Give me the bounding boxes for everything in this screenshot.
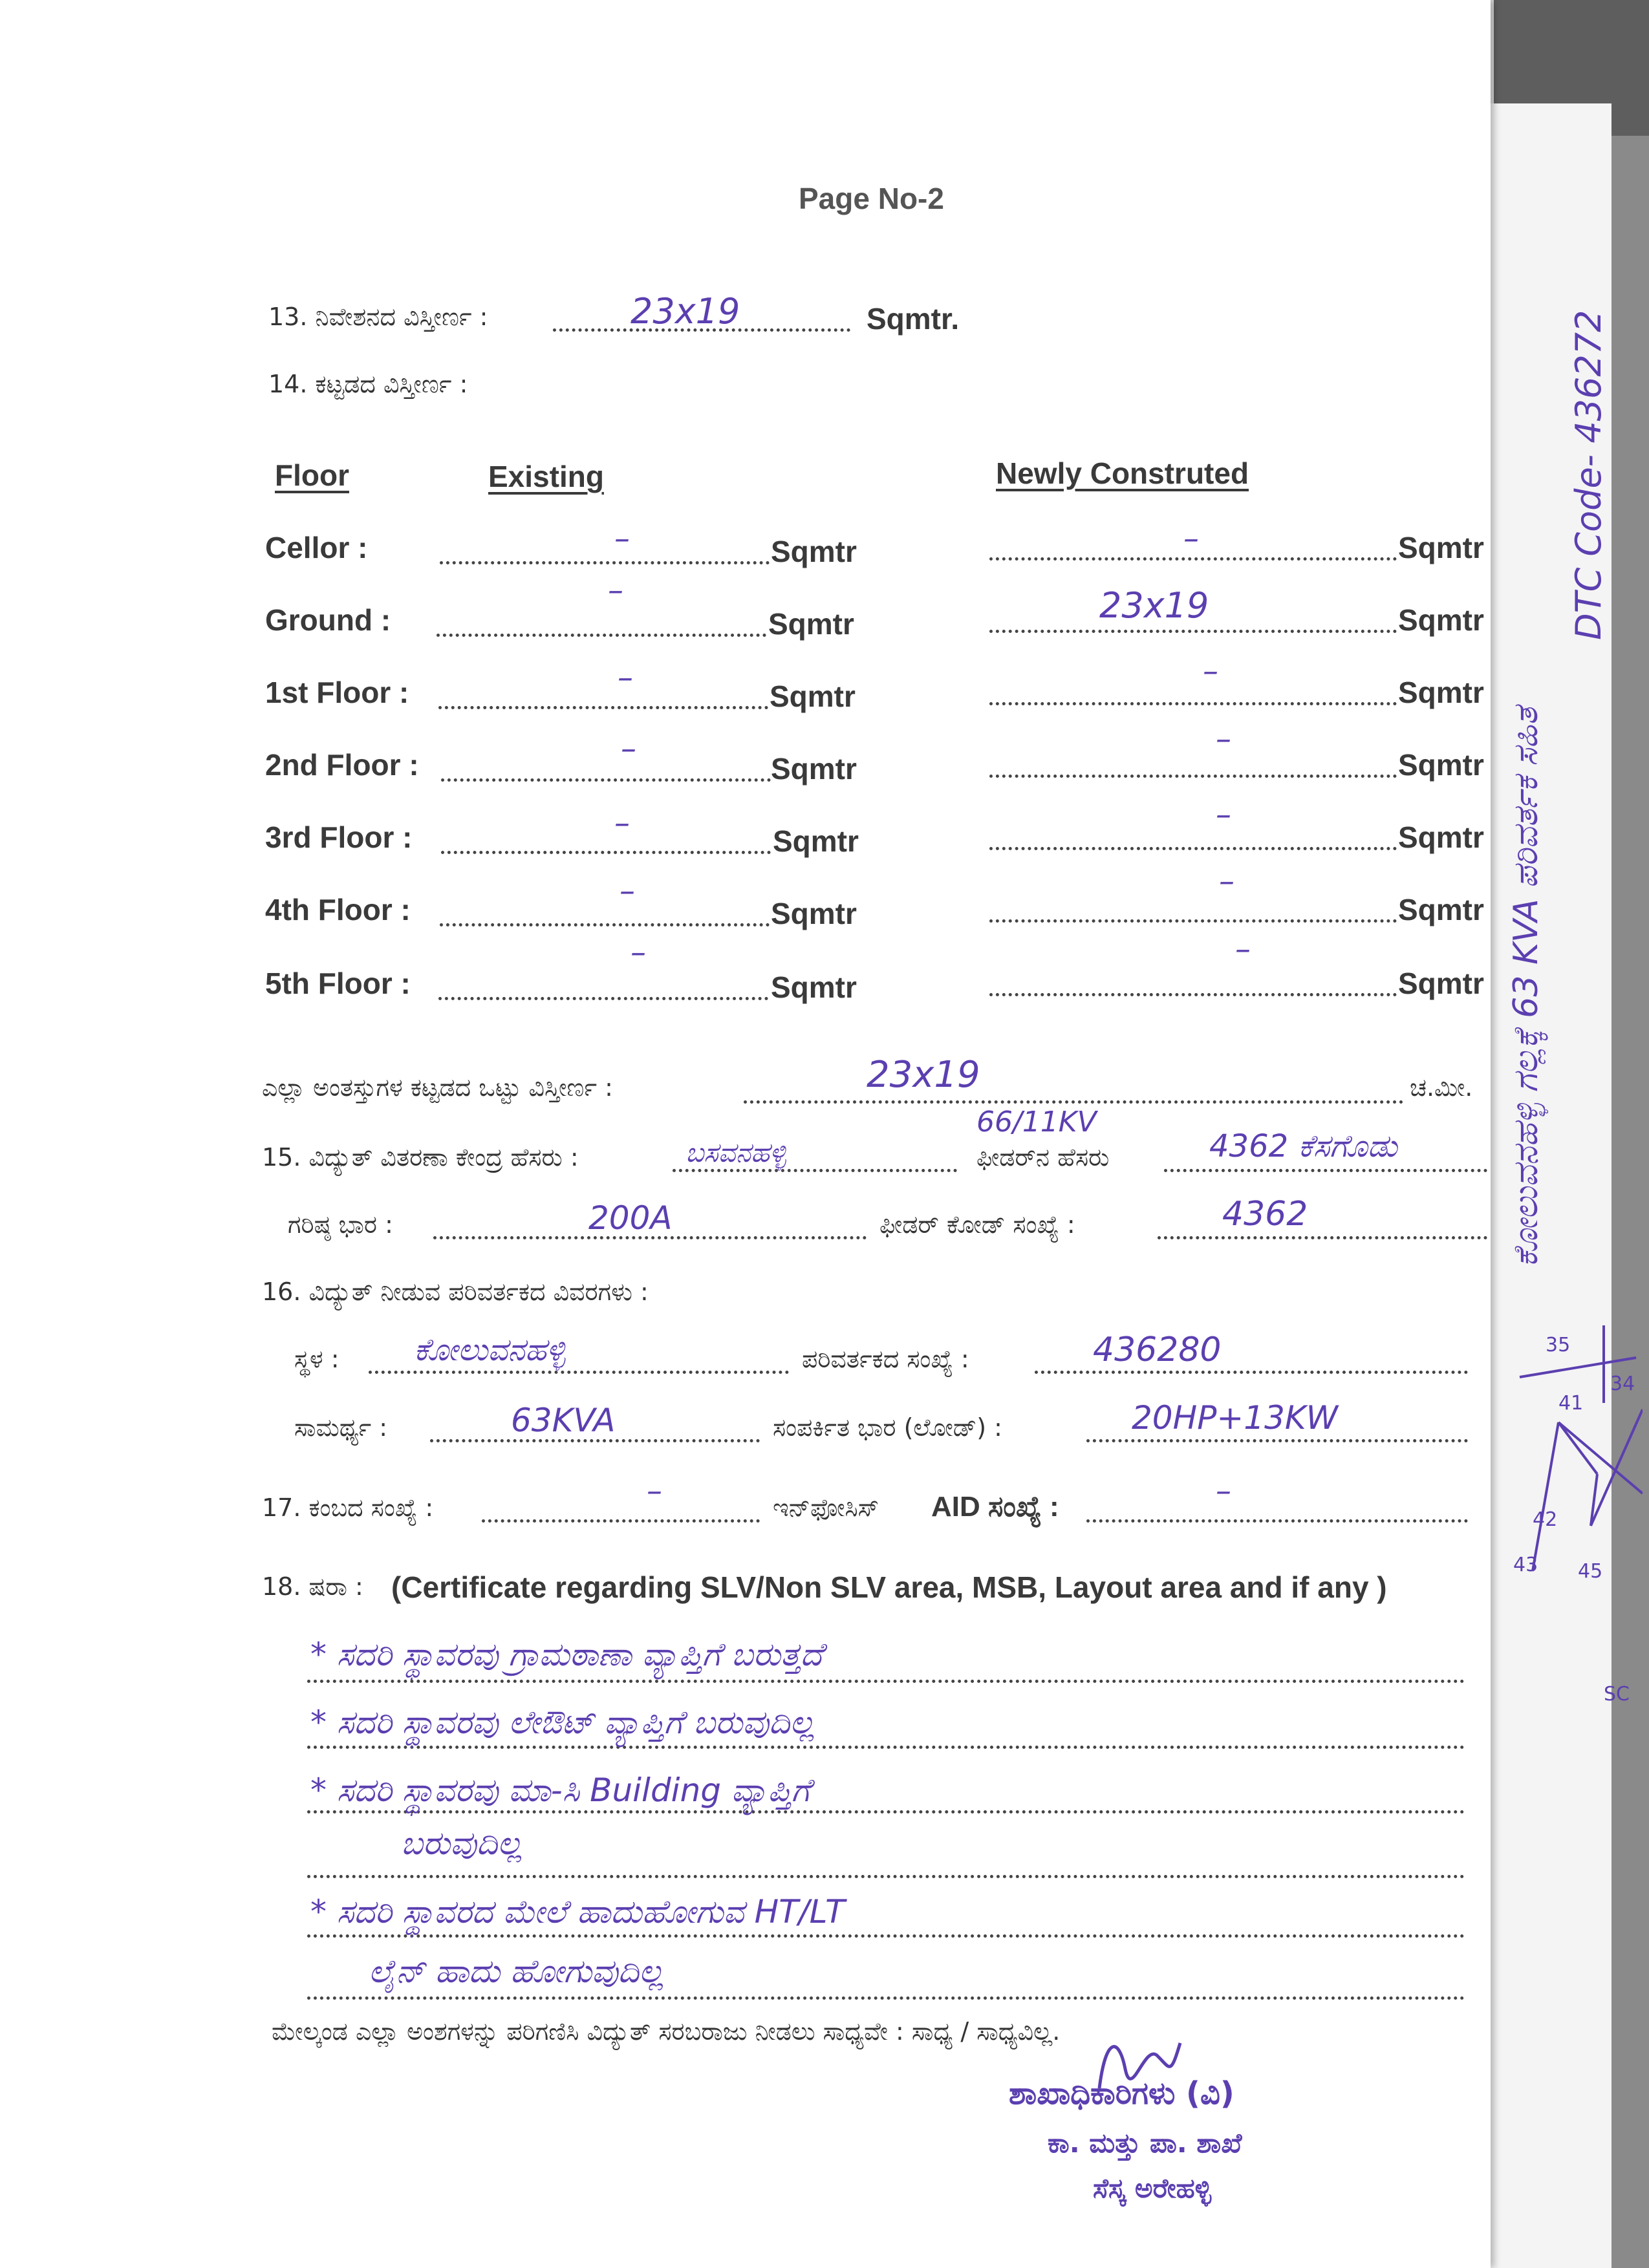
aid-number-label: AID ಸಂಖ್ಯೆ :	[931, 1491, 1059, 1523]
place-value: ಕೋಲುವನಹಳ್ಳಿ	[414, 1332, 566, 1368]
diagram-label: 45	[1578, 1560, 1603, 1583]
existing-value: –	[608, 572, 623, 608]
remark-line	[307, 1810, 1465, 1813]
remark-line	[307, 1746, 1465, 1749]
floor-row-label: 5th Floor :	[265, 967, 411, 1000]
pole-number-line	[482, 1519, 760, 1523]
transformer-details-label: 16. ವಿದ್ಯುತ್ ನೀಡುವ ಪರಿವರ್ತಕದ ವಿವರಗಳು :	[262, 1278, 649, 1306]
floor-row-label: 2nd Floor :	[265, 748, 419, 782]
new-value: –	[1216, 797, 1231, 833]
diagram-label: 34	[1610, 1373, 1635, 1395]
new-value: –	[1216, 721, 1231, 757]
new-line	[989, 557, 1397, 561]
substation-value: ಬಸವನಹಳ್ಳಿ	[685, 1137, 786, 1168]
stamp-location: ಸೆಸ್ಕ ಅರೇಹಳ್ಳಿ	[1093, 2172, 1212, 2204]
transformer-number-label: ಪರಿವರ್ತಕದ ಸಂಖ್ಯೆ :	[802, 1345, 969, 1373]
place-line	[369, 1371, 789, 1374]
new-line	[989, 993, 1397, 996]
existing-line	[440, 923, 770, 926]
remark-line	[307, 1875, 1465, 1878]
feeder-code-label: ಫೀಡರ್ ಕೋಡ್ ಸಂಖ್ಯೆ :	[879, 1210, 1075, 1239]
new-line	[989, 847, 1397, 850]
aid-number-label-kn: ಇನ್‌ಫೋಸಿಸ್	[773, 1493, 879, 1522]
new-value: –	[1235, 931, 1251, 967]
diagram-label: 41	[1558, 1392, 1584, 1415]
connected-load-value: 20HP+13KW	[1132, 1399, 1339, 1437]
new-value: 23x19	[1099, 585, 1209, 626]
feasibility-statement: ಮೇಲ್ಕಂಡ ಎಲ್ಲಾ ಅಂಶಗಳನ್ನು ಪರಿಗಣಿಸಿ ವಿದ್ಯುತ್ ಸರಬರಾಜು ನೀಡಲು ಸಾಧ್ಯವೇ : ಸಾಧ್ಯ / ಸಾಧ್ಯವಿಲ್ಲ.	[272, 2017, 1061, 2046]
total-area-label: ಎಲ್ಲಾ ಅಂತಸ್ತುಗಳ ಕಟ್ಟಡದ ಒಟ್ಟು ವಿಸ್ತೀರ್ಣ :	[262, 1073, 613, 1102]
floor-header: Floor	[275, 458, 349, 492]
new-line	[989, 702, 1397, 705]
floor-row-label: Ground :	[265, 603, 391, 637]
remarks-label: 18. ಷರಾ :	[262, 1572, 363, 1601]
max-load-value: 200A	[588, 1199, 673, 1237]
aid-number-value: –	[1216, 1473, 1231, 1509]
remark-text: * ಸದರಿ ಸ್ಥಾವರವು ಮಾ-ಸಿ Building ವ್ಯಾಪ್ತಿಗೆ	[310, 1771, 810, 1809]
feeder-name-line	[1164, 1169, 1487, 1172]
existing-value: –	[630, 934, 646, 970]
max-load-label: ಗರಿಷ್ಠ ಭಾರ :	[288, 1210, 393, 1239]
diagram-label: SC	[1604, 1683, 1630, 1706]
connected-load-label: ಸಂಪರ್ಕಿತ ಭಾರ (ಲೋಡ್) :	[773, 1413, 1002, 1442]
page-number: Page No-2	[799, 182, 944, 215]
capacity-value: 63KVA	[511, 1402, 616, 1439]
stamp-office: ಕಾ. ಮತ್ತು ಪಾ. ಶಾಖೆ	[1048, 2127, 1242, 2159]
existing-unit: Sqmtr	[771, 897, 857, 930]
remark-text: * ಸದರಿ ಸ್ಥಾವರವು ಲೇಔಟ್ ವ್ಯಾಪ್ತಿಗೆ ಬರುವುದಿಲ್ಲ	[310, 1704, 815, 1741]
existing-unit: Sqmtr	[771, 535, 857, 568]
existing-line	[436, 634, 766, 637]
new-value: –	[1219, 863, 1234, 899]
dtc-code-note: DTC Code- 436272	[1568, 310, 1609, 640]
remark-line	[307, 1996, 1465, 2000]
plot-area-unit: Sqmtr.	[867, 302, 960, 336]
remark-text: ಬರುವುದಿಲ್ಲ	[401, 1824, 523, 1862]
existing-header: Existing	[488, 460, 604, 493]
remarks-certificate-note: (Certificate regarding SLV/Non SLV area, MSB, Layout area and if any )	[391, 1570, 1387, 1604]
floor-row-label: 1st Floor :	[265, 676, 409, 709]
existing-value: –	[621, 731, 636, 767]
feeder-name-label: ಫೀಡರ್‌ನ ಹೆಸರು	[976, 1143, 1110, 1171]
diagram-label: 35	[1546, 1334, 1571, 1356]
plot-area-value: 23x19	[630, 291, 740, 332]
existing-unit: Sqmtr	[771, 970, 857, 1004]
new-unit: Sqmtr	[1398, 676, 1484, 709]
existing-unit: Sqmtr	[773, 824, 859, 858]
feeder-name-value: 4362 ಕೆಸಗೊಡು	[1209, 1128, 1397, 1164]
substation-annotation: 66/11KV	[976, 1106, 1097, 1139]
substation-line	[673, 1169, 957, 1172]
existing-value: –	[618, 659, 633, 696]
capacity-label: ಸಾಮರ್ಥ್ಯ :	[294, 1413, 388, 1442]
existing-line	[438, 706, 768, 709]
new-line	[989, 919, 1397, 923]
existing-unit: Sqmtr	[771, 752, 857, 786]
existing-value: –	[614, 805, 630, 841]
remark-text: ಲೈನ್ ಹಾದು ಹೋಗುವುದಿಲ್ಲ	[369, 1952, 664, 1990]
new-unit: Sqmtr	[1398, 893, 1484, 926]
pole-number-value: –	[647, 1473, 662, 1509]
floor-row-label: Cellor :	[265, 531, 368, 564]
capacity-line	[430, 1439, 760, 1442]
existing-value: –	[614, 520, 630, 557]
place-label: ಸ್ಥಳ :	[294, 1345, 339, 1373]
newly-constructed-header: Newly Construted	[996, 456, 1249, 490]
stamp-title: ಶಾಖಾಧಿಕಾರಿಗಳು (ವಿ)	[1009, 2075, 1234, 2112]
side-handwritten-note: ಕೋಲುವನಹಳ್ಳಿ ಗಲ್ಲಕ್ಕೆ 63 KVA ಪರಿವರ್ತಕ ಸಹಿತ	[1507, 707, 1546, 1267]
new-unit: Sqmtr	[1398, 748, 1484, 782]
new-value: –	[1183, 520, 1199, 557]
floor-row-label: 4th Floor :	[265, 893, 411, 926]
new-unit: Sqmtr	[1398, 531, 1484, 564]
remark-line	[307, 1680, 1465, 1683]
existing-line	[440, 561, 770, 564]
substation-label: 15. ವಿದ್ಯುತ್ ವಿತರಣಾ ಕೇಂದ್ರ ಹೆಸರು :	[262, 1143, 579, 1171]
transformer-number-line	[1035, 1371, 1468, 1374]
remark-line	[307, 1934, 1465, 1938]
new-unit: Sqmtr	[1398, 603, 1484, 637]
new-value: –	[1203, 653, 1218, 689]
pole-number-label: 17. ಕಂಬದ ಸಂಖ್ಯೆ :	[262, 1493, 434, 1522]
total-area-unit: ಚ.ಮೀ.	[1410, 1073, 1473, 1102]
building-area-label: 14. ಕಟ್ಟಡದ ವಿಸ್ತೀರ್ಣ :	[268, 370, 468, 398]
existing-line	[441, 778, 771, 782]
existing-value: –	[620, 873, 635, 909]
new-line	[989, 630, 1397, 633]
new-line	[989, 775, 1397, 778]
new-unit: Sqmtr	[1398, 967, 1484, 1000]
plot-area-label: 13. ನಿವೇಶನದ ವಿಸ್ತೀರ್ಣ :	[268, 303, 488, 331]
connected-load-line	[1086, 1439, 1468, 1442]
diagram-label: 42	[1533, 1508, 1558, 1531]
transformer-number-value: 436280	[1093, 1331, 1222, 1369]
new-unit: Sqmtr	[1398, 820, 1484, 854]
existing-line	[438, 997, 768, 1000]
remark-text: * ಸದರಿ ಸ್ಥಾವರದ ಮೇಲೆ ಹಾದುಹೋಗುವ HT/LT	[310, 1893, 845, 1931]
pole-sketch-diagram	[1507, 1312, 1643, 1713]
existing-unit: Sqmtr	[770, 679, 856, 713]
remark-text: * ಸದರಿ ಸ್ಥಾವರವು ಗ್ರಾಮಠಾಣಾ ವ್ಯಾಪ್ತಿಗೆ ಬರುತ್ತದೆ	[310, 1636, 823, 1673]
existing-line	[441, 851, 771, 854]
diagram-label: 43	[1513, 1554, 1538, 1576]
aid-number-line	[1086, 1519, 1468, 1523]
existing-unit: Sqmtr	[768, 607, 854, 641]
floor-row-label: 3rd Floor :	[265, 820, 413, 854]
feeder-code-value: 4362	[1222, 1195, 1308, 1234]
feeder-code-line	[1158, 1236, 1487, 1239]
total-area-line	[744, 1100, 1403, 1104]
total-area-value: 23x19	[867, 1054, 980, 1096]
